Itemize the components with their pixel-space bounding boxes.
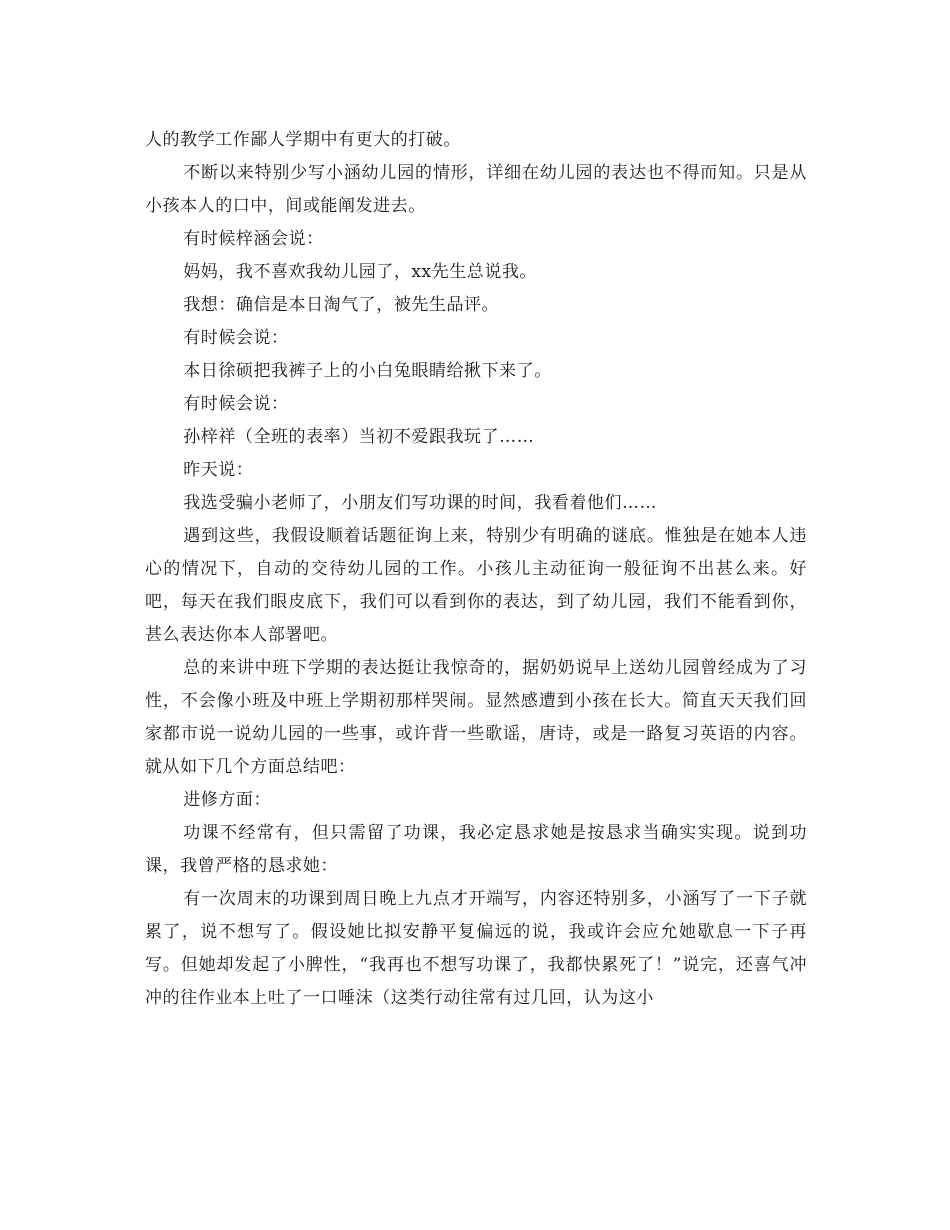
paragraph: 进修方面：: [183, 790, 271, 810]
paragraph: 总的来讲中班下学期的表达挺让我惊奇的，据奶奶说早上送幼儿园曾经成为了习性，不会像小班及中班上学期初那样哭闹。显然感遭到小孩在长大。简直天天我们回家都市说一说幼儿园的一些事，或许背一些歌谣，唐诗，或是一路复习英语的内容。就从如下几个方面总结吧：: [145, 658, 807, 777]
paragraph: 不断以来特别少写小涵幼儿园的情形，详细在幼儿园的表达也不得而知。只是从小孩本人的口中，间或能阐发进去。: [145, 163, 807, 216]
paragraph: 有时候梓涵会说：: [183, 229, 324, 249]
paragraph: 我选受骗小老师了，小朋友们写功课的时间，我看着他们……: [183, 493, 658, 513]
document-body: [145, 124, 807, 1015]
paragraph: 有时候会说：: [183, 328, 289, 348]
paragraph: 有时候会说：: [183, 394, 289, 414]
paragraph: 遇到这些，我假设顺着话题征询上来，特别少有明确的谜底。惟独是在她本人违心的情况下，自动的交待幼儿园的工作。小孩儿主动征询一般征询不出甚么来。好吧，每天在我们眼皮底下，我们可以看到你的表达，到了幼儿园，我们不能看到你，甚么表达你本人部署吧。: [145, 526, 807, 645]
paragraph: 本日徐硕把我裤子上的小白兔眼睛给揪下来了。: [183, 361, 552, 381]
paragraph: 有一次周末的功课到周日晚上九点才开端写，内容还特别多，小涵写了一下子就累了，说不想写了。假设她比拟安静平复偏远的说，我或许会应允她歇息一下子再写。但她却发起了小脾性，“我再也不想写功课了，我都快累死了！”说完，还喜气冲冲的往作业本上吐了一口唾沫（这类行动往常有过几回，认为这小: [145, 889, 807, 1008]
paragraph: 昨天说：: [183, 460, 254, 480]
paragraph: 孙梓祥（全班的表率）当初不爱跟我玩了……: [183, 427, 535, 447]
paragraph: 功课不经常有，但只需留了功课，我必定恳求她是按恳求当确实实现。说到功课，我曾严格的恳求她：: [145, 823, 807, 876]
paragraph: 人的教学工作鄙人学期中有更大的打破。: [145, 130, 461, 150]
paragraph: 妈妈，我不喜欢我幼儿园了，xx先生总说我。: [183, 262, 537, 282]
paragraph: 我想：确信是本日淘气了，被先生品评。: [183, 295, 500, 315]
